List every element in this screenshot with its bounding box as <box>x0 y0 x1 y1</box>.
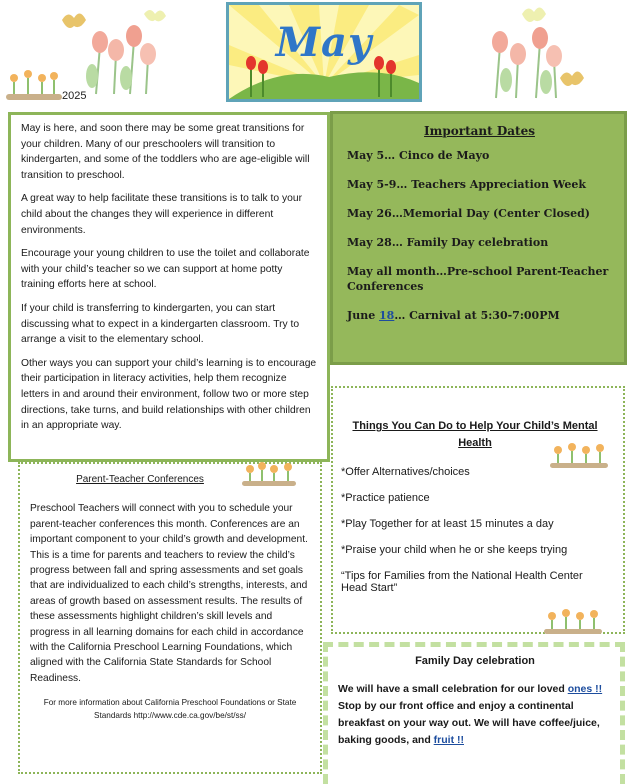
tip-source: “Tips for Families from the National Health Center Head Start” <box>341 570 583 594</box>
tip-item: *Play Together for at least 15 minutes a day <box>341 518 554 530</box>
tulips-butterfly-illustration-left <box>56 6 176 96</box>
family-day-title: Family Day celebration <box>415 655 535 667</box>
date-item: May all month…Pre-school Parent-Teacher Conferences <box>347 265 609 293</box>
flower-row-illustration <box>542 606 604 636</box>
date-item-carnival <box>347 308 612 323</box>
date-suffix: … Carnival at 5:30-7:00PM <box>394 309 560 322</box>
family-day-link: ones !! <box>567 683 603 695</box>
date-item: May 5… Cinco de Mayo <box>347 149 490 162</box>
flower-row-illustration-left <box>4 64 64 102</box>
tip-item: *Practice patience <box>341 492 430 504</box>
tip-item: *Offer Alternatives/choices <box>341 466 470 478</box>
intro-paragraph: A great way to help facilitate these transitions is to talk to your child about the changes they will experience in different environments. <box>21 193 303 236</box>
family-day-text-part: We will have a small celebration for our loved <box>338 683 568 695</box>
tip-item: *Praise your child when he or she keeps trying <box>341 544 568 556</box>
intro-paragraph: Other ways you can support your child’s learning is to encourage their participation in literacy activities, help them recognize letters in and around their environment, follow two or more step directions, take turns, and build relationships with other children in an appropriate way. <box>21 357 317 432</box>
parent-teacher-note: For more information about California Preschool Foundations or State Standards http://www.cde.ca.gov/be/st/ss/ <box>43 698 297 721</box>
intro-paragraph: Encourage your young children to use the toilet and collaborate with your child’s teacher so we can support at home potty training efforts here at school. <box>21 248 310 291</box>
date-item: May 5-9… Teachers Appreciation Week <box>347 178 587 191</box>
parent-teacher-section <box>18 462 322 774</box>
date-day-link: 18 <box>379 309 395 322</box>
family-day-section <box>323 642 625 784</box>
intro-paragraph: If your child is transferring to kindergarten, you can start discussing what to expect in a kindergarten classroom. Try to arrange a visit to the elementary school. <box>21 302 300 346</box>
family-day-text <box>338 681 612 749</box>
mental-health-section <box>331 386 625 634</box>
date-item: May 28… Family Day celebration <box>347 236 549 249</box>
date-prefix: June <box>347 309 380 322</box>
flower-row-illustration <box>240 460 298 488</box>
intro-section <box>8 112 330 462</box>
flower-row-illustration <box>548 440 610 470</box>
month-banner <box>226 2 422 102</box>
family-day-link: fruit !! <box>433 734 464 746</box>
parent-teacher-body: Preschool Teachers will connect with you to schedule your parent-teacher conferences this month. Conferences are an important component to your child’s growth and development. This is a time for parents and teachers to review the child’s progress between fall and spring assessments and set goals that are individualized to each child’s strengths, interests, and areas of growth based on assessment results. The results of these assessments highlight children’s skill levels and progress in all learning domains for each child in accordance with the California Preschool Learning Foundations, which aligned with the California State Standards for School Readiness. <box>30 503 308 684</box>
important-dates-title: Important Dates <box>424 124 535 138</box>
intro-paragraph: May is here, and soon there may be some great transitions for your children. Many of our preschoolers will transition to kindergarten, and some of the toddlers who are age-eligible will transition to preschool. <box>21 123 310 181</box>
important-dates-section <box>330 111 627 365</box>
month-title: May <box>275 19 373 66</box>
mental-health-title: Things You Can Do to Help Your Child’s Mental Health <box>352 420 598 449</box>
family-day-text-part: Stop by our front office and enjoy a continental breakfast on your way out. We will have coffee/juice, baking goods, and <box>338 700 600 746</box>
tulips-butterfly-illustration-right <box>460 2 600 102</box>
date-item: May 26…Memorial Day (Center Closed) <box>347 207 590 220</box>
year-label: 2025 <box>62 90 87 102</box>
parent-teacher-title: Parent-Teacher Conferences <box>76 474 204 485</box>
